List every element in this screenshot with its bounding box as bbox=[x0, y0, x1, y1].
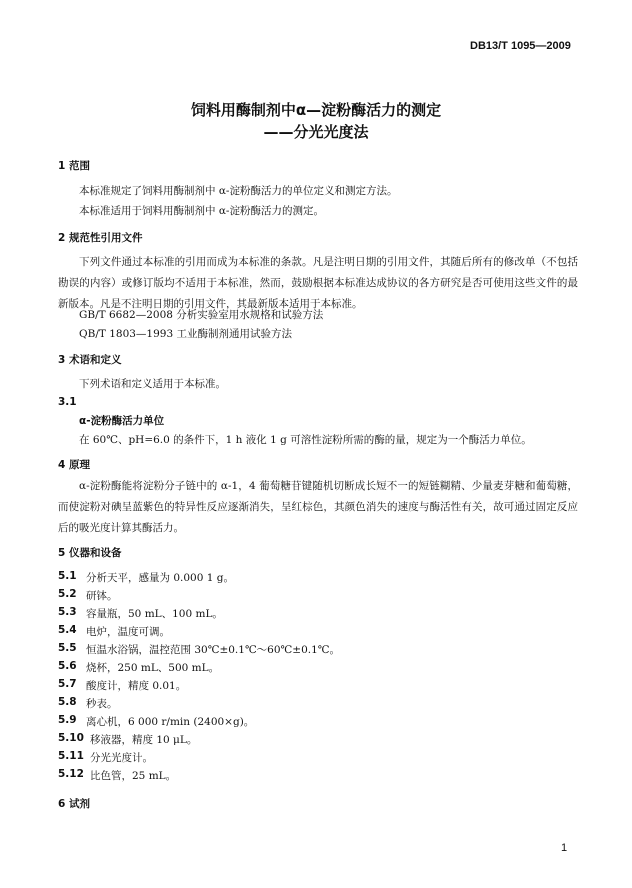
apparatus-item-number: 5.7 bbox=[58, 678, 77, 690]
apparatus-item-number: 5.9 bbox=[58, 714, 77, 726]
title-line-2: ——分光光度法 bbox=[263, 123, 369, 141]
apparatus-item-number: 5.2 bbox=[58, 588, 77, 600]
apparatus-item-text: 酸度计，精度 0.01。 bbox=[86, 680, 187, 692]
clause-number-3-1: 3.1 bbox=[58, 396, 77, 408]
apparatus-item-text: 分析天平，感量为 0.000 1 g。 bbox=[86, 572, 234, 584]
terms-intro: 下列术语和定义适用于本标准。 bbox=[79, 378, 226, 390]
apparatus-item-number: 5.12 bbox=[58, 768, 84, 780]
apparatus-item-number: 5.6 bbox=[58, 660, 77, 672]
apparatus-item-text: 容量瓶，50 mL、100 mL。 bbox=[86, 608, 223, 620]
apparatus-item-text: 比色管，25 mL。 bbox=[90, 770, 177, 782]
apparatus-item-text: 电炉，温度可调。 bbox=[86, 626, 170, 638]
apparatus-item-number: 5.11 bbox=[58, 750, 84, 762]
scope-paragraph-2: 本标准适用于饲料用酶制剂中 α-淀粉酶活力的测定。 bbox=[79, 205, 324, 217]
apparatus-item-text: 移液器，精度 10 μL。 bbox=[90, 734, 198, 746]
scope-paragraph-1: 本标准规定了饲料用酶制剂中 α-淀粉酶活力的单位定义和测定方法。 bbox=[79, 185, 398, 197]
section-heading-apparatus: 5 仪器和设备 bbox=[58, 547, 122, 559]
references-paragraph: 下列文件通过本标准的引用而成为本标准的条款。凡是注明日期的引用文件，其随后所有的修改单（不包括勘误的内容）或修订版均不适用于本标准，然而，鼓励根据本标准达成协议的各方研究是否可使用这些文件的最新版本。凡是不注明日期的引用文件，其最新版本适用于本标准。 bbox=[58, 256, 578, 310]
apparatus-item-text: 恒温水浴锅，温控范围 30℃±0.1℃～60℃±0.1℃。 bbox=[86, 644, 341, 656]
apparatus-item-number: 5.8 bbox=[58, 696, 77, 708]
apparatus-item-number: 5.10 bbox=[58, 732, 84, 744]
section-heading-terms: 3 术语和定义 bbox=[58, 354, 122, 366]
principle-paragraph: α-淀粉酶能将淀粉分子链中的 α-1，4 葡萄糖苷键随机切断成长短不一的短链糊精、少量麦芽糖和葡萄糖，而使淀粉对碘呈蓝紫色的特异性反应逐渐消失，呈红棕色，其颜色消失的速度与酶活性有关，故可通过固定反应后的吸光度计算其酶活力。 bbox=[58, 480, 578, 534]
apparatus-item-number: 5.4 bbox=[58, 624, 77, 636]
document-number: DB13/T 1095—2009 bbox=[470, 40, 571, 52]
section-heading-references: 2 规范性引用文件 bbox=[58, 232, 143, 244]
section-heading-scope: 1 范围 bbox=[58, 160, 90, 172]
apparatus-item-number: 5.5 bbox=[58, 642, 77, 654]
apparatus-item-number: 5.1 bbox=[58, 570, 77, 582]
title-line-1: 饲料用酶制剂中α—淀粉酶活力的测定 bbox=[190, 101, 442, 119]
apparatus-item-text: 烧杯，250 mL、500 mL。 bbox=[86, 662, 220, 674]
page-number: 1 bbox=[561, 842, 568, 854]
section-heading-principle: 4 原理 bbox=[58, 459, 90, 471]
apparatus-item-text: 研钵。 bbox=[86, 590, 118, 602]
term-definition: 在 60℃、pH=6.0 的条件下，1 h 液化 1 g 可溶性淀粉所需的酶的量，规定为一个酶活力单位。 bbox=[79, 434, 532, 446]
apparatus-item-text: 分光光度计。 bbox=[90, 752, 153, 764]
section-heading-reagents: 6 试剂 bbox=[58, 798, 90, 810]
apparatus-item-text: 秒表。 bbox=[86, 698, 118, 710]
reference-item-2: QB/T 1803—1993 工业酶制剂通用试验方法 bbox=[79, 328, 292, 340]
term-heading: α-淀粉酶活力单位 bbox=[79, 415, 165, 427]
reference-item-1: GB/T 6682—2008 分析实验室用水规格和试验方法 bbox=[79, 309, 324, 321]
apparatus-item-number: 5.3 bbox=[58, 606, 77, 618]
apparatus-item-text: 离心机，6 000 r/min (2400×g)。 bbox=[86, 716, 255, 728]
